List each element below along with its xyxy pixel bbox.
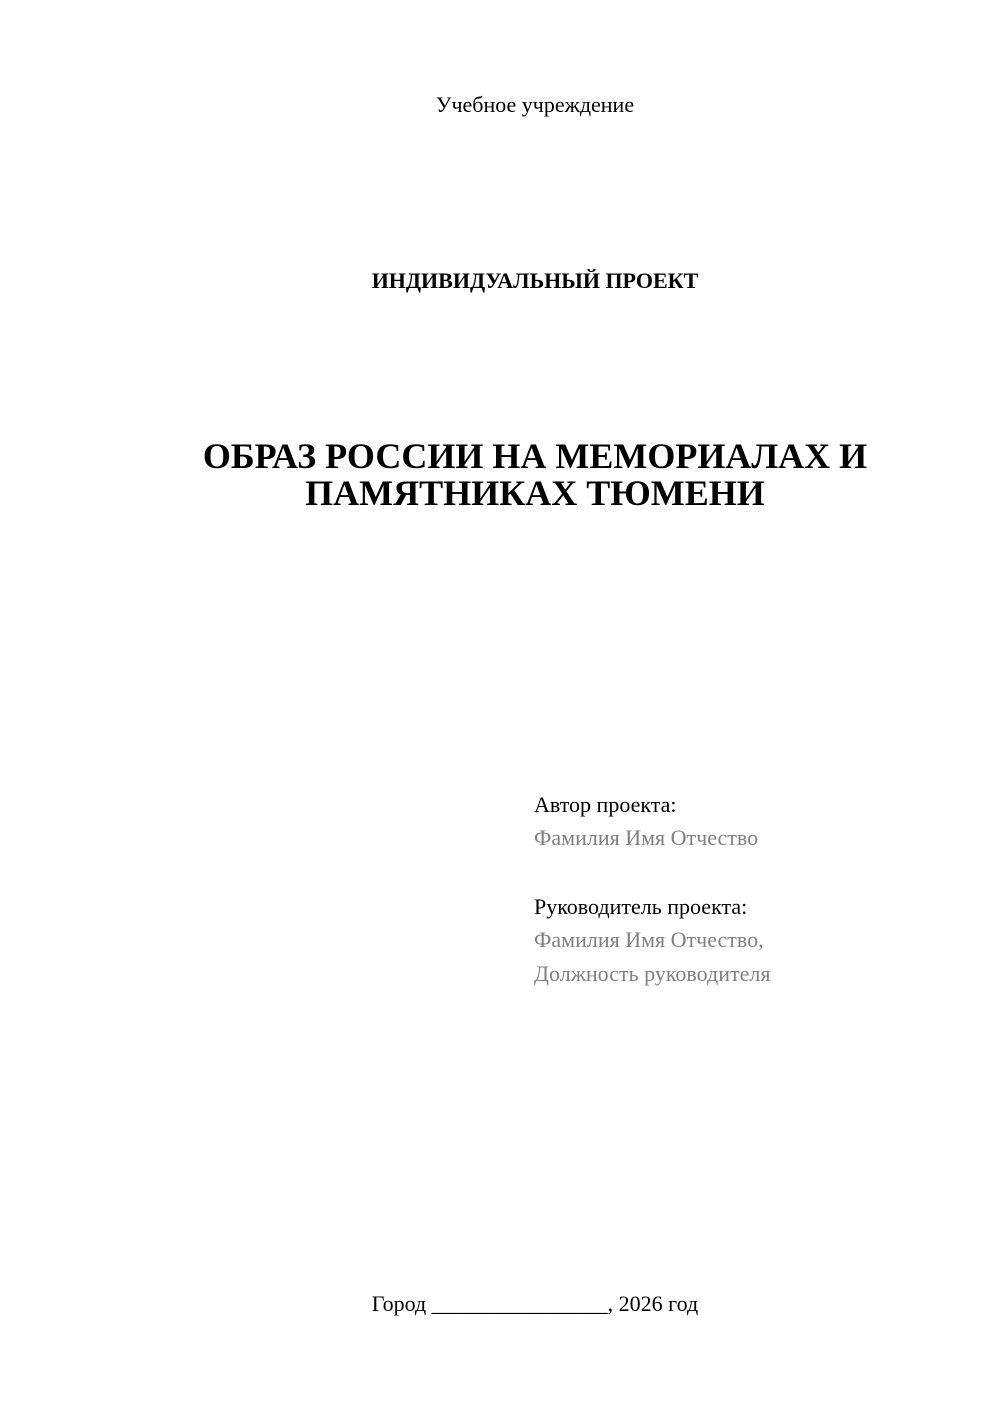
institution-name: Учебное учреждение	[435, 92, 635, 117]
project-info-block	[534, 789, 974, 991]
supervisor-name: Фамилия Имя Отчество,	[534, 927, 764, 952]
author-name: Фамилия Имя Отчество	[534, 825, 759, 850]
project-type-heading: ИНДИВИДУАЛЬНЫЙ ПРОЕКТ	[371, 268, 699, 293]
city-year-footer: Город ________________, 2026 год	[371, 1291, 699, 1316]
supervisor-position: Должность руководителя	[534, 961, 771, 986]
project-title-line: ПАМЯТНИКАХ ТЮМЕНИ	[305, 473, 765, 513]
project-title	[150, 438, 920, 512]
spacer	[534, 855, 974, 891]
supervisor-label: Руководитель проекта:	[534, 894, 748, 919]
author-label: Автор проекта:	[534, 792, 677, 817]
project-title-line: ОБРАЗ РОССИИ НА МЕМОРИАЛАХ И	[202, 436, 868, 476]
